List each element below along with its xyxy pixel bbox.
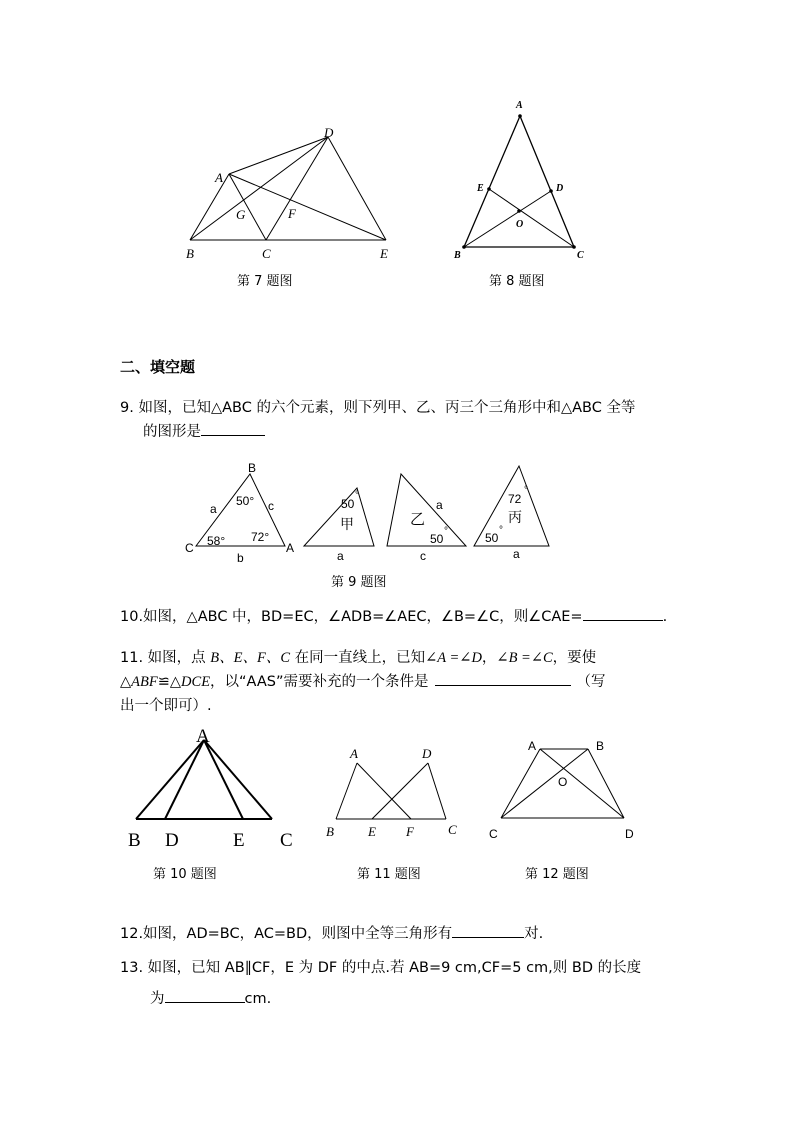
fig9-yi-side-c: c xyxy=(420,549,426,563)
fig9-yi-angle: 50 xyxy=(430,532,444,546)
fig9-label-c: C xyxy=(185,541,194,555)
fig9-side-c: c xyxy=(268,499,274,513)
fig12-label-d: D xyxy=(625,827,634,841)
fig11-label-a: A xyxy=(350,746,358,761)
q11-cond2: ∠B =∠C xyxy=(496,650,553,666)
fig7-label-a: A xyxy=(215,170,223,185)
question-11 xyxy=(120,646,606,718)
q9-line1: 9. 如图，已知△ABC 的六个元素，则下列甲、乙、丙三个三角形中和△ABC 全等 xyxy=(120,400,636,416)
figure-10 xyxy=(136,740,272,819)
fig11-caption: 第 11 题图 xyxy=(357,867,421,882)
q11-cond1: ∠A =∠D xyxy=(425,650,482,666)
fig10-label-b: B xyxy=(128,830,141,851)
fig10-label-d: D xyxy=(165,830,179,851)
q11-tri2: DCE xyxy=(181,674,211,690)
fig7-label-c: C xyxy=(262,246,271,261)
q11-l1-a: 11. 如图，点 xyxy=(120,650,211,666)
question-13 xyxy=(120,953,641,1015)
q12-answer-blank[interactable] xyxy=(452,923,524,938)
q9-answer-blank[interactable] xyxy=(201,421,265,436)
fig9-bing-degree-top: ° xyxy=(524,485,528,496)
q11-l1-d: ， xyxy=(481,650,497,666)
fig9-yi-degree: ° xyxy=(444,526,448,537)
fig7-label-e: E xyxy=(380,246,388,261)
fig8-caption: 第 8 题图 xyxy=(489,274,545,289)
q11-tri1: ABF xyxy=(131,674,158,690)
q11-answer-blank[interactable] xyxy=(435,671,571,686)
figure-11 xyxy=(336,763,446,819)
q11-l1-e: ，要使 xyxy=(552,650,597,666)
fig9-yi-name: 乙 xyxy=(410,511,426,528)
fig8-label-b: B xyxy=(454,250,461,261)
question-9 xyxy=(120,396,635,444)
fig9-caption: 第 9 题图 xyxy=(331,575,387,590)
q9-line2: 的图形是 xyxy=(143,424,201,440)
fig9-bing-side: a xyxy=(513,547,520,561)
q10-text: 10.如图，△ABC 中，BD=EC，∠ADB=∠AEC，∠B=∠C，则∠CAE= xyxy=(120,609,583,625)
q10-end: . xyxy=(662,609,668,625)
fig11-label-f: F xyxy=(406,824,414,839)
fig8-label-c: C xyxy=(577,250,584,261)
q11-points: B、E、F、C xyxy=(210,650,291,666)
fig9-jia-degree: ° xyxy=(355,490,359,501)
question-10 xyxy=(120,605,667,629)
section-title: 二、填空题 xyxy=(120,358,196,376)
fig9-jia-name: 甲 xyxy=(340,516,354,532)
fig9-jia-angle: 50 xyxy=(341,497,355,511)
q13-line2-a: 为 xyxy=(150,991,165,1007)
fig8-label-d: D xyxy=(556,183,564,194)
q11-l2-b: ≌△ xyxy=(157,674,182,690)
fig9-angle-b: 50° xyxy=(236,494,255,508)
fig11-label-d: D xyxy=(422,746,432,761)
fig11-label-b: B xyxy=(326,824,334,839)
fig9-bing-name: 丙 xyxy=(508,509,522,525)
fig8-label-e: E xyxy=(477,183,484,194)
fig9-side-b: b xyxy=(237,551,244,565)
fig9-yi-side-a: a xyxy=(436,498,443,512)
fig9-bing-angle-top: 72 xyxy=(508,492,522,506)
fig8-label-o: O xyxy=(516,219,524,230)
q13-line2-b: cm. xyxy=(244,991,272,1007)
fig10-label-e: E xyxy=(233,830,245,851)
fig9-bing-angle-left: 50 xyxy=(485,531,499,545)
fig9-label-b: B xyxy=(248,461,257,475)
fig12-label-a: A xyxy=(528,739,537,753)
q13-line1: 13. 如图，已知 AB∥CF，E 为 DF 的中点.若 AB=9 cm,CF=5 cm,则 BD 的长度 xyxy=(120,960,642,976)
fig8-label-a: A xyxy=(516,100,523,111)
fig7-caption: 第 7 题图 xyxy=(237,274,293,289)
fig12-label-b: B xyxy=(596,739,605,753)
q11-line3: 出一个即可）. xyxy=(120,698,212,714)
fig11-label-c: C xyxy=(448,822,457,837)
fig10-label-c: C xyxy=(280,830,293,851)
fig9-angle-c: 58° xyxy=(207,534,226,548)
fig7-label-b: B xyxy=(186,246,194,261)
fig10-caption: 第 10 题图 xyxy=(153,867,217,882)
fig7-label-f: F xyxy=(288,206,296,221)
q11-l1-b: 在同一直线上，已知 xyxy=(290,650,426,666)
fig9-jia-side: a xyxy=(337,549,344,563)
fig12-label-o: O xyxy=(558,775,568,789)
fig9-label-a: A xyxy=(286,541,295,555)
q11-l2-c: ，以“AAS”需要补充的一个条件是 xyxy=(210,674,429,690)
fig7-label-g: G xyxy=(236,207,246,222)
fig11-label-e: E xyxy=(368,824,376,839)
question-12 xyxy=(120,922,543,946)
fig10-label-a: A xyxy=(196,726,210,747)
q10-answer-blank[interactable] xyxy=(583,606,663,621)
fig7-label-d: D xyxy=(324,125,334,140)
q11-l2-d: （写 xyxy=(576,674,606,690)
fig9-side-a: a xyxy=(210,502,217,516)
fig12-caption: 第 12 题图 xyxy=(525,867,589,882)
q11-l2-a: △ xyxy=(120,674,132,690)
q12-text: 12.如图，AD=BC，AC=BD，则图中全等三角形有 xyxy=(120,926,453,942)
fig12-label-c: C xyxy=(489,827,498,841)
q12-end: 对. xyxy=(524,926,544,942)
q13-answer-blank[interactable] xyxy=(165,988,245,1003)
fig9-bing-degree-left: ° xyxy=(499,525,503,536)
fig9-angle-a: 72° xyxy=(251,530,270,544)
